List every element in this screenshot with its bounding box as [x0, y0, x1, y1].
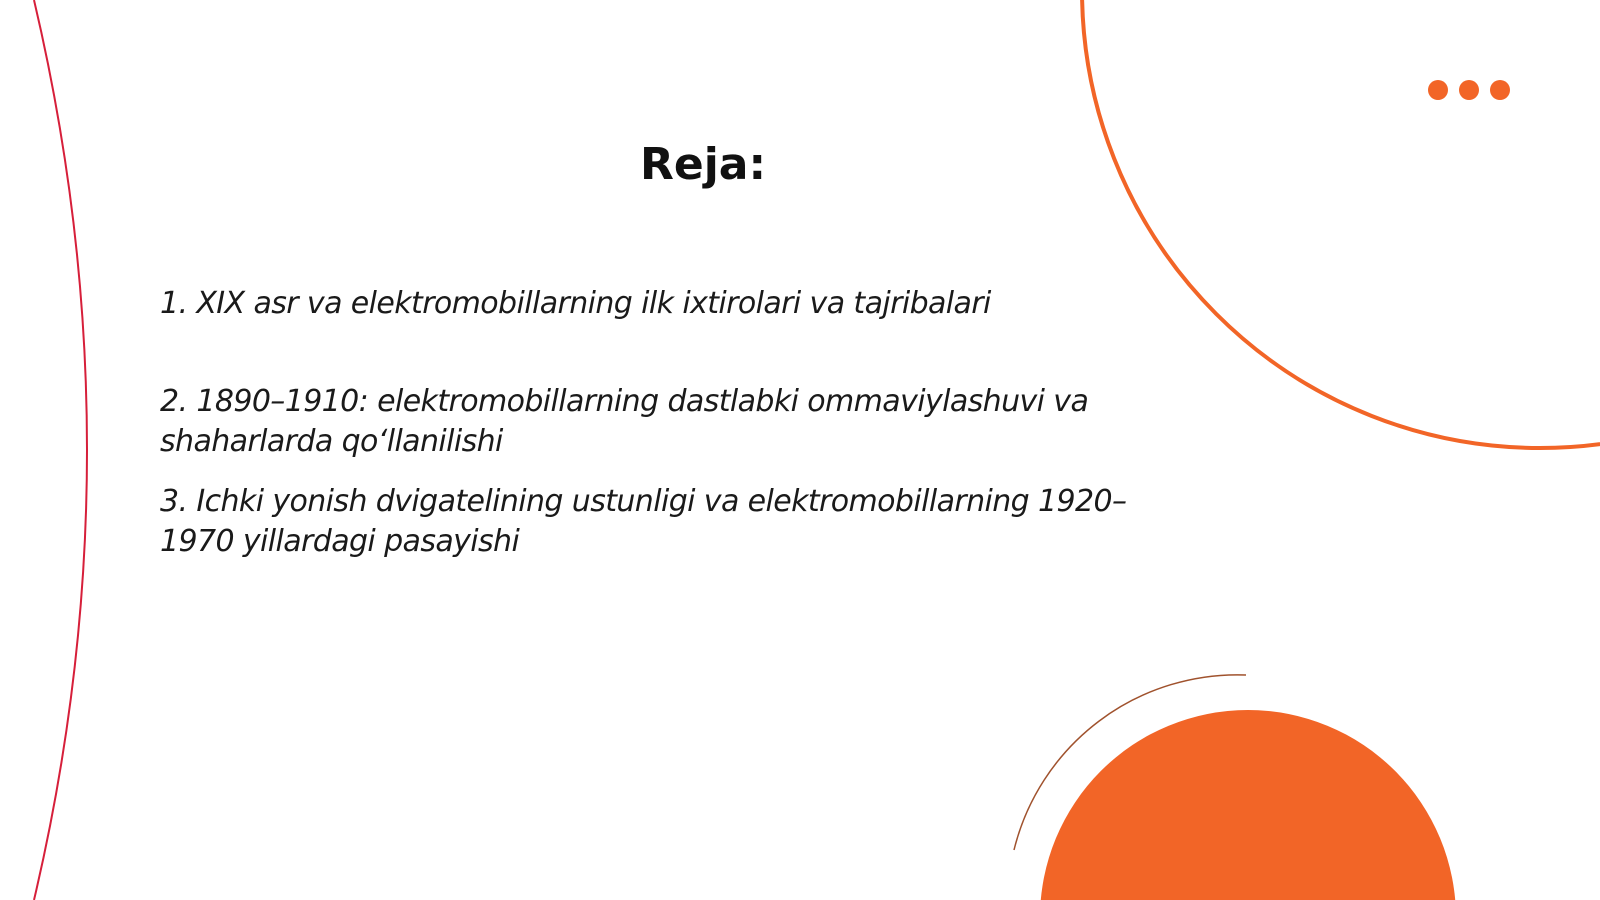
bottom-orange-circle	[1040, 710, 1456, 900]
plan-item: 3. Ichki yonish dvigatelining ustunligi va elektromobillarning 1920–1970 yillardagi pasayishi	[160, 484, 1127, 559]
dot-icon	[1459, 80, 1479, 100]
plan-item: 1. XIX asr va elektromobillarning ilk ixtirolari va tajribalari	[160, 286, 991, 321]
dot-icon	[1428, 80, 1448, 100]
plan-list	[160, 284, 1160, 562]
dot-icon	[1490, 80, 1510, 100]
three-dots-icon	[1428, 80, 1510, 100]
slide-title: Reja:	[640, 139, 767, 190]
plan-item: 2. 1890–1910: elektromobillarning dastlabki ommaviylashuvi va shaharlarda qo‘llanilishi	[160, 384, 1089, 459]
left-curve-line	[34, 0, 87, 900]
